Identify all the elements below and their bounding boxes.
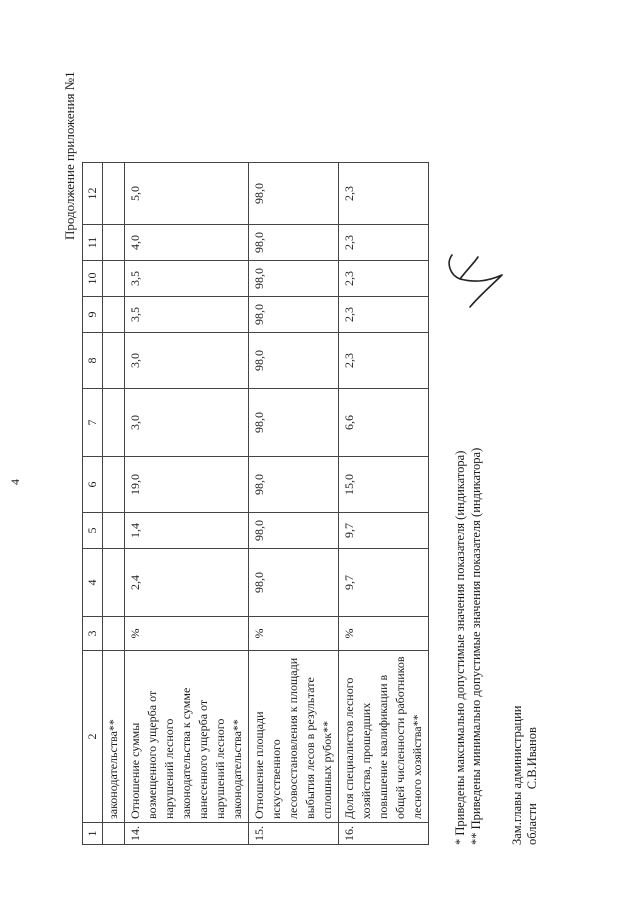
header-cell: 1 [83,823,103,845]
value-cell: 3,5 [125,261,249,297]
value-cell: 98,0 [249,261,339,297]
table-cell [103,225,125,261]
table-cell [103,261,125,297]
value-cell: 98,0 [249,333,339,389]
value-cell: 2,3 [339,225,429,261]
table-row [125,163,249,845]
row-number: 15. [249,823,339,845]
page-number: 4 [8,479,22,485]
table-row [249,163,339,845]
footnotes [452,448,484,845]
table-cell [103,513,125,549]
value-cell: 6,6 [339,389,429,457]
header-cell: 6 [83,457,103,513]
handwritten-signature-icon [440,245,510,315]
carry-over-row [103,163,125,845]
table-cell [103,617,125,651]
value-cell: 19,0 [125,457,249,513]
unit-cell: % [339,617,429,651]
unit-cell: % [125,617,249,651]
value-cell: 3,0 [125,333,249,389]
value-cell: 9,7 [339,549,429,617]
footnote-max: * Приведены максимально допустимые значения показателя (индикатора) [453,450,467,845]
header-cell: 10 [83,261,103,297]
value-cell: 98,0 [249,513,339,549]
signatory-name: С.В.Иванов [525,727,539,790]
continuation-label: Продолжение приложения №1 [62,71,77,240]
value-cell: 2,3 [339,297,429,333]
value-cell: 2,3 [339,261,429,297]
value-cell: 98,0 [249,297,339,333]
value-cell: 2,4 [125,549,249,617]
value-cell: 2,3 [339,333,429,389]
signatory-title-line1: Зам.главы администрации [510,705,524,845]
header-cell: 7 [83,389,103,457]
header-row [83,163,103,845]
value-cell: 98,0 [249,457,339,513]
indicators-table [82,162,429,845]
value-cell: 9,7 [339,513,429,549]
value-cell: 15,0 [339,457,429,513]
value-cell: 1,4 [125,513,249,549]
indicator-name: Доля специалистов лесного хозяйства, прошедших повышение квалификации в общей численности работников лесного хозяйства** [339,651,429,823]
header-cell: 2 [83,651,103,823]
signature-block [510,706,540,845]
value-cell: 98,0 [249,389,339,457]
table-cell [103,549,125,617]
value-cell: 3,0 [125,389,249,457]
footnote-min: ** Приведены минимально допустимые значения показателя (индикатора) [469,447,483,845]
signatory-title-line2: области [525,803,539,845]
header-cell: 3 [83,617,103,651]
value-cell: 98,0 [249,549,339,617]
value-cell: 4,0 [125,225,249,261]
table-cell [103,297,125,333]
value-cell: 5,0 [125,163,249,225]
header-cell: 9 [83,297,103,333]
indicator-name: Отношение площади искусственного лесовосстановления к площади выбытия лесов в результате сплошных рубок** [249,651,339,823]
header-cell: 5 [83,513,103,549]
row-number: 14. [125,823,249,845]
header-cell: 12 [83,163,103,225]
value-cell: 98,0 [249,225,339,261]
value-cell: 98,0 [249,163,339,225]
row-number: 16. [339,823,429,845]
table-cell [103,389,125,457]
table-cell [103,823,125,845]
header-cell: 4 [83,549,103,617]
value-cell: 3,5 [125,297,249,333]
header-cell: 8 [83,333,103,389]
unit-cell: % [249,617,339,651]
carry-over-text: законодательства** [103,651,125,823]
value-cell: 2,3 [339,163,429,225]
table-cell [103,457,125,513]
table-cell [103,163,125,225]
header-cell: 11 [83,225,103,261]
indicator-name: Отношение суммы возмещенного ущерба от нарушений лесного законодательства к сумме нанесенного ущерба от нарушений лесного законодательства** [125,651,249,823]
table-cell [103,333,125,389]
table-row [339,163,429,845]
